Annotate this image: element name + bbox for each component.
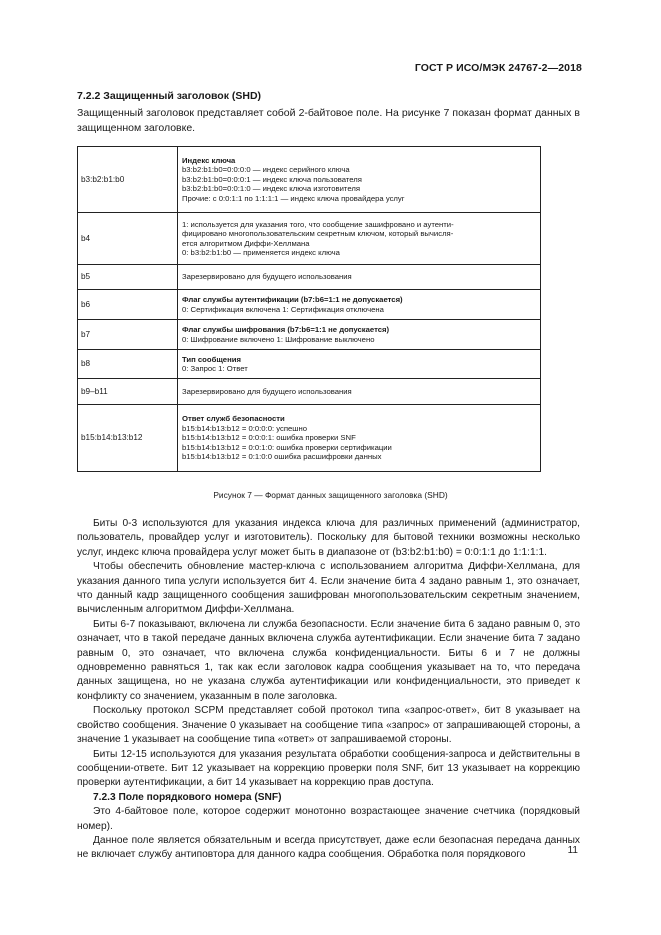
description-line: Флаг службы аутентификации (b7:b6=1:1 не допускается): [182, 295, 403, 305]
description-line: b15:b14:b13:b12 = 0:0:0:0: успешно: [182, 423, 307, 433]
description-line: 0: Сертификация включена 1: Сертификация отключена: [182, 304, 384, 314]
bits-cell: b6: [78, 290, 178, 320]
page-number: 11: [567, 845, 578, 856]
description-line: Зарезервировано для будущего использования: [182, 272, 352, 282]
bits-cell: b4: [78, 213, 178, 265]
description-cell: [178, 379, 541, 405]
paragraph: Это 4-байтовое поле, которое содержит монотонно возрастающее значение счетчика (порядковый номер).: [77, 806, 580, 832]
description-line: Тип сообщения: [182, 354, 241, 364]
description-line: 0: Запрос 1: Ответ: [182, 364, 248, 373]
bits-cell: b3:b2:b1:b0: [78, 147, 178, 213]
table-row: [78, 265, 541, 290]
paragraph: Данное поле является обязательным и всегда присутствует, даже если безопасная передача данных не включает службу антиповтора для данного кадра сообщения. Обработка поля порядкового: [77, 834, 580, 861]
description-line: Индекс ключа: [182, 155, 236, 165]
description-line: b3:b2:b1:b0=0:0:0:1 — индекс ключа пользователя: [182, 174, 362, 184]
description-cell: [178, 405, 541, 472]
body-text: [77, 517, 580, 863]
paragraph: Биты 6-7 показывают, включена ли служба безопасности. Если значение бита 6 задано равным 0, это означает, что в такой передаче данных включена служба аутентификации. Если значение бита 7 задано равным 0, это означает, что включена служба конфиденциальности. Биты 6 и 7 не должны одновременно равняться 1, так как если заголовок кадра сообщения указывает на то, что передача данных защищена, но не указана служба аутентификации или конфиденциальности, это приведет к конфликту со значением, указанным в поле заголовка.: [77, 618, 580, 702]
section-intro: Защищенный заголовок представляет собой 2-байтовое поле. На рисунке 7 показан формат данных в защищенном заголовке.: [77, 107, 580, 134]
description-cell: [178, 213, 541, 265]
description-line: 1: используется для указания того, что сообщение зашифровано и аутенти-: [182, 219, 454, 229]
description-line: b15:b14:b13:b12 = 0:0:0:1: ошибка проверки SNF: [182, 433, 356, 443]
bits-cell: b5: [78, 265, 178, 290]
bits-cell: b7: [78, 320, 178, 350]
description-cell: [178, 350, 541, 379]
table-row: [78, 379, 541, 405]
description-line: 0: b3:b2:b1:b0 — применяется индекс ключа: [182, 247, 340, 257]
description-cell: [178, 265, 541, 290]
description-line: b3:b2:b1:b0=0:0:0:0 — индекс серийного ключа: [182, 165, 350, 175]
description-line: b3:b2:b1:b0=0:0:1:0 — индекс ключа изготовителя: [182, 184, 360, 194]
bits-cell: b8: [78, 350, 178, 379]
description-line: 0: Шифрование включено 1: Шифрование выключено: [182, 334, 375, 344]
paragraph: Поскольку протокол SCPM представляет собой протокол типа «запрос-ответ», бит 8 указывает на свойство сообщения. Значение 0 указывает на сообщение типа «запрос» от запрашивающей стороны, а значение 1 указывает на сообщение типа «ответ» от запрашиваемой стороны.: [77, 705, 580, 746]
section-title: 7.2.2 Защищенный заголовок (SHD): [77, 90, 262, 102]
table-row: [78, 350, 541, 379]
paragraph: Чтобы обеспечить обновление мастер-ключа с использованием алгоритма Диффи-Хеллмана, для указания данного типа услуги используется бит 4. Если значение бита 4 задано равным 1, это означает, что данный кадр защищенного сообщения зашифрован многопользовательским секретным значением, вычисленным алгоритмом Диффи-Хеллмана.: [77, 561, 580, 616]
description-cell: [178, 320, 541, 350]
description-cell: [178, 147, 541, 213]
description-line: Зарезервировано для будущего использования: [182, 386, 352, 396]
description-line: b15:b14:b13:b12 = 0:1:0:0 ошибка расшифровки данных: [182, 452, 382, 462]
bits-cell: b15:b14:b13:b12: [78, 405, 178, 472]
description-line: Ответ служб безопасности: [182, 414, 285, 424]
figure-caption: Рисунок 7 — Формат данных защищенного заголовка (SHD): [213, 490, 448, 500]
description-line: ется алгоритмом Диффи-Хеллмана: [182, 238, 310, 248]
table-row: [78, 290, 541, 320]
paragraph: Биты 12-15 используются для указания результата обработки сообщения-запроса и действительны в сообщении-ответе. Бит 12 указывает на коррекцию проверки поля SNF, бит 13 указывает на коррекцию проверки аутентификации, а бит 14 указывает на коррекцию прав доступа.: [77, 748, 580, 789]
description-line: Прочие: с 0:0:1:1 по 1:1:1:1 — индекс ключа провайдера услуг: [182, 193, 405, 203]
bits-cell: b9–b11: [78, 379, 178, 405]
description-line: Флаг службы шифрования (b7:b6=1:1 не допускается): [182, 325, 390, 335]
table-row: [78, 213, 541, 265]
table-row: [78, 320, 541, 350]
page-header: ГОСТ Р ИСО/МЭК 24767-2—2018: [414, 62, 582, 74]
paragraph: Биты 0-3 используются для указания индекса ключа для различных применений (администратор, пользователь, провайдер услуг и изготовитель). Поскольку для бытовой техники возможны несколько услуг, индекс ключа провайдера услуг может быть в диапазоне от (b3:b2:b1:b0) = 0:0:1:1 до 1:1:1:1.: [77, 518, 580, 558]
shd-format-table: [77, 146, 541, 472]
description-cell: [178, 290, 541, 320]
subsection-title: 7.2.3 Поле порядкового номера (SNF): [93, 791, 282, 803]
table-row: [78, 405, 541, 472]
description-line: фицировано многопользовательским секретным ключом, который вычисля-: [182, 229, 454, 239]
table-row: [78, 147, 541, 213]
description-line: b15:b14:b13:b12 = 0:0:1:0: ошибка проверки сертификации: [182, 442, 392, 452]
